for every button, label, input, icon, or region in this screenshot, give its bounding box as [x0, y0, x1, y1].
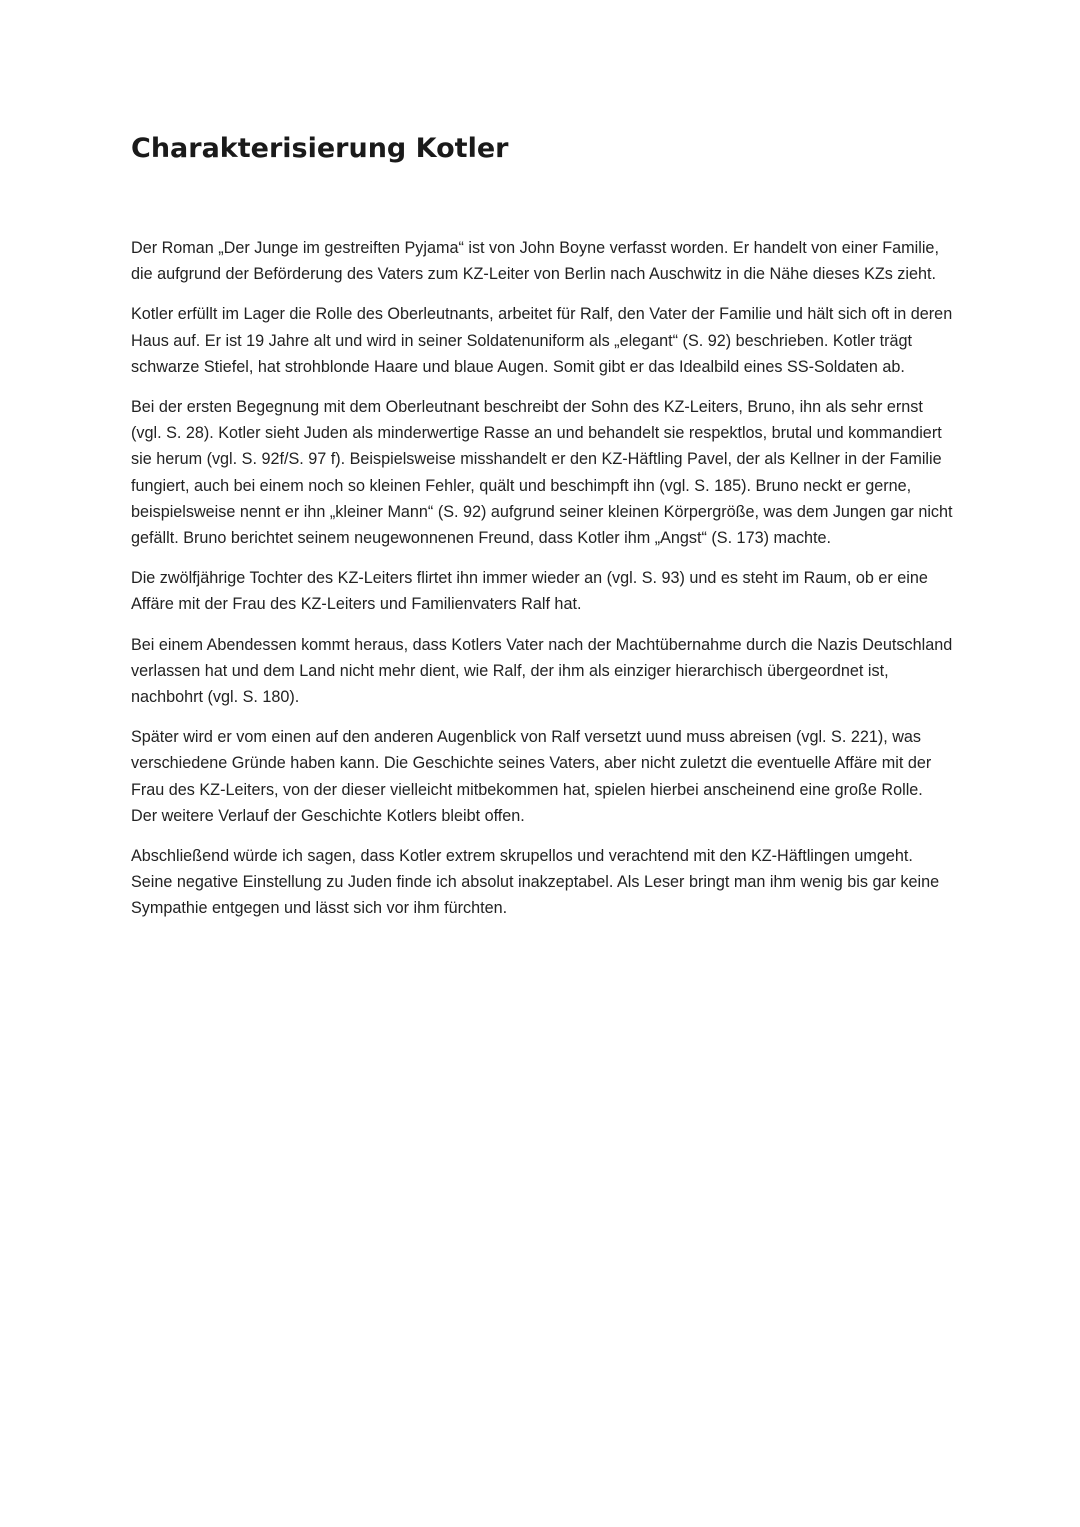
document-title: Charakterisierung Kotler — [131, 133, 509, 164]
paragraph-conclusion: Abschließend würde ich sagen, dass Kotler extrem skrupellos und verachtend mit den KZ-Häftlingen umgeht. Seine negative Einstellung zu Juden finde ich absolut inakzeptabel. Als Leser bringt man ihm wenig bis gar keine Sympathie entgegen und lässt sich vor ihm fürchten. — [131, 847, 940, 918]
paragraph-transfer: Später wird er vom einen auf den anderen Augenblick von Ralf versetzt uund muss abreisen (vgl. S. 221), was verschiedene Gründe haben kann. Die Geschichte seines Vaters, aber nicht zuletzt die eventuelle Affäre mit der Frau des KZ-Leiters, von der dieser vielleicht mitbekommen hat, spielen hierbei anscheinend eine große Rolle. Der weitere Verlauf der Geschichte Kotlers bleibt offen. — [131, 728, 932, 825]
paragraph-dinner: Bei einem Abendessen kommt heraus, dass Kotlers Vater nach der Machtübernahme durch die Nazis Deutschland verlassen hat und dem Land nicht mehr dient, wie Ralf, der ihm als einziger hierarchisch übergeordnet ist, nachbohrt (vgl. S. 180). — [131, 635, 953, 707]
paragraph-appearance: Kotler erfüllt im Lager die Rolle des Oberleutnants, arbeitet für Ralf, den Vater der Familie und hält sich oft in deren Haus auf. Er ist 19 Jahre alt und wird in seiner Soldatenuniform als „elegant“ (S. 92) beschrieben. Kotler trägt schwarze Stiefel, hat strohblonde Haare und blaue Augen. Somit gibt er das Idealbild eines SS-Soldaten ab. — [131, 305, 953, 376]
paragraph-behavior: Bei der ersten Begegnung mit dem Oberleutnant beschreibt der Sohn des KZ-Leiters, Bruno, ihn als sehr ernst (vgl. S. 28). Kotler sieht Juden als minderwertige Rasse an und behandelt sie respektlos, brutal und kommandiert sie herum (vgl. S. 92f/S. 97 f). Beispielsweise misshandelt er den KZ-Häftling Pavel, der als Kellner in der Familie fungiert, auch bei einem noch so kleinen Fehler, quält und beschimpft ihn (vgl. S. 185). Bruno neckt er gerne, beispielsweise nennt er ihn „kleiner Mann“ (S. 92) aufgrund seiner kleinen Körpergröße, was dem Jungen gar nicht gefällt. Bruno berichtet seinem neugewonnenen Freund, dass Kotler ihm „Angst“ (S. 173) machte. — [131, 398, 953, 548]
document-body — [131, 235, 953, 936]
paragraph-intro: Der Roman „Der Junge im gestreiften Pyjama“ ist von John Boyne verfasst worden. Er handelt von einer Familie, die aufgrund der Beförderung des Vaters zum KZ-Leiter von Berlin nach Auschwitz in die Nähe dieses KZs zieht. — [131, 239, 939, 284]
paragraph-daughter: Die zwölfjährige Tochter des KZ-Leiters flirtet ihn immer wieder an (vgl. S. 93) und es steht im Raum, ob er eine Affäre mit der Frau des KZ-Leiters und Familienvaters Ralf hat. — [131, 569, 928, 614]
